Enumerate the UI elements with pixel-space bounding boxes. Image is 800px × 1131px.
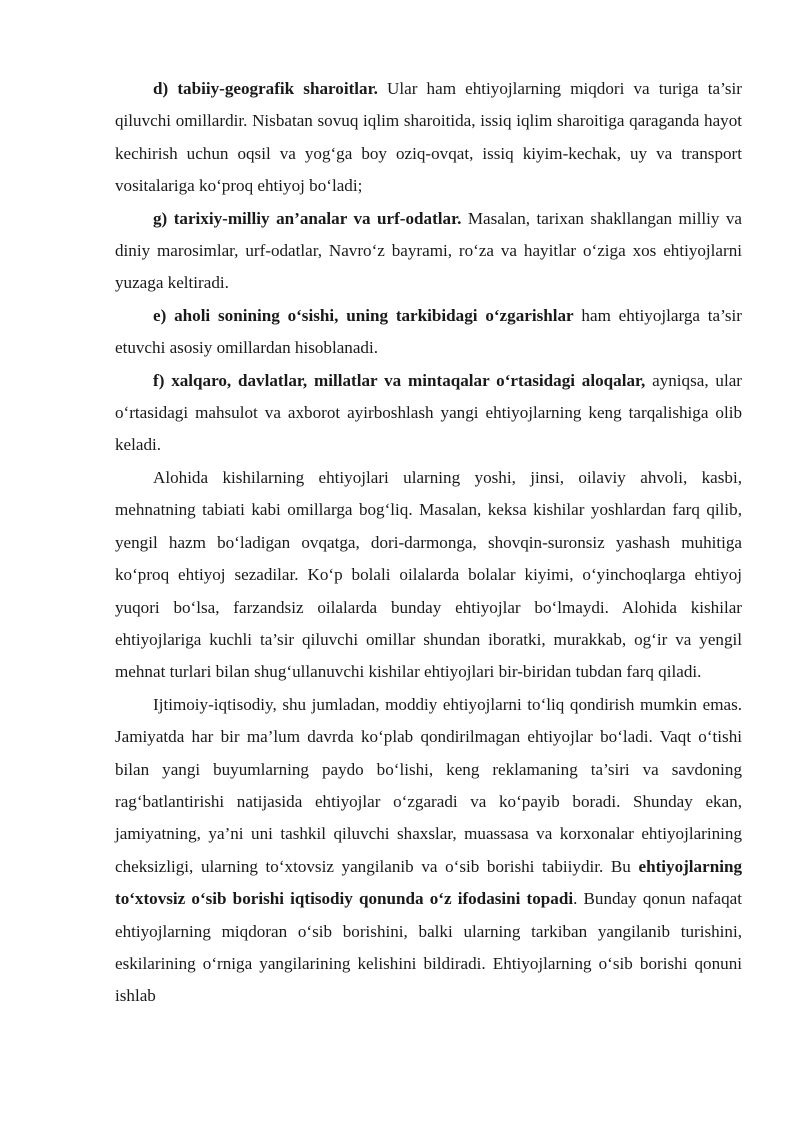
paragraph-international-relations bbox=[115, 365, 742, 462]
paragraph-heading: d) tabiiy-geografik sharoitlar. bbox=[153, 79, 378, 98]
paragraph-body: Alohida kishilarning ehtiyojlari ularning yoshi, jinsi, oilaviy ahvoli, kasbi, mehnatning tabiati kabi omillarga bog‘liq. Masalan, keksa kishilar yoshlardan farq qilib, yengil hazm bo‘ladigan ovqatga, dori-darmonga, shovqin-suronsiz yashash muhitiga ko‘proq ehtiyoj sezadilar. Ko‘p bolali oilalarda bolalar kiyimi, o‘yinchoqlarga ehtiyoj yuqori bo‘lsa, farzandsiz oilalarda bunday ehtiyojlar bo‘lmaydi. Alohida kishilar ehtiyojlariga kuchli ta’sir qiluvchi omillar shundan iboratki, murakkab, og‘ir va yengil mehnat turlari bilan shug‘ullanuvchi kishilar ehtiyojlari bir-biridan tubdan farq qiladi. bbox=[115, 467, 742, 682]
paragraph-body: ayniqsa, ular o‘rtasidagi mahsulot va axborot ayirboshlash yangi ehtiyojlarning keng tarqalishiga olib keladi. bbox=[115, 370, 742, 455]
paragraph-heading: e) aholi sonining o‘sishi, uning tarkibidagi o‘zgarishlar bbox=[153, 305, 574, 325]
paragraph-emphasis: ehtiyojlarning to‘xtovsiz o‘sib borishi iqtisodiy qonunda o‘z ifodasini topadi bbox=[115, 856, 742, 909]
paragraph-heading: g) tarixiy-milliy an’analar va urf-odatlar. bbox=[153, 208, 462, 228]
paragraph-historical-traditions bbox=[115, 203, 742, 300]
paragraph-body: Ular ham ehtiyojlarning miqdori va turiga ta’sir qiluvchi omillardir. Nisbatan sovuq iqlim sharoitida, issiq iqlim sharoitiga qaraganda hayot kechirish uchun oqsil va yog‘ga boy oziq-ovqat, issiq kiyim-kechak, uy va transport vositalariga ko‘proq ehtiyoj bo‘ladi; bbox=[115, 79, 742, 196]
paragraph-heading: f) xalqaro, davlatlar, millatlar va mintaqalar o‘rtasidagi aloqalar, bbox=[153, 370, 646, 390]
paragraph-body-start: Ijtimoiy-iqtisodiy, shu jumladan, moddiy ehtiyojlarni to‘liq qondirish mumkin emas. Jamiyatda har bir ma’lum davrda ko‘plab qondirilmagan ehtiyojlar bo‘ladi. Vaqt o‘tishi bilan yangi buyumlarning paydo bo‘lishi, keng reklamaning ta’siri va savdoning rag‘batlantirishi natijasida ehtiyojlar o‘zgaradi va ko‘payib boradi. Shunday ekan, jamiyatning, ya’ni uni tashkil qiluvchi shaxslar, muassasa va korxonalar ehtiyojlarining cheksizligi, ularning to‘xtovsiz yangilanib va o‘sib borishi tabiiydir. Bu bbox=[115, 694, 742, 876]
paragraph-natural-geographic-conditions bbox=[115, 73, 742, 203]
document-page bbox=[115, 73, 742, 1013]
paragraph-body-end: . Bunday qonun nafaqat ehtiyojlarning miqdoran o‘sib borishini, balki ularning tarkiban yangilanib turishini, eskilarining o‘rniga yangilarining kelishini bildiradi. Ehtiyojlarning o‘sib borishi qonuni ishlab bbox=[115, 889, 742, 1006]
paragraph-population-growth bbox=[115, 300, 742, 365]
paragraph-body: Masalan, tarixan shakllangan milliy va diniy marosimlar, urf-odatlar, Navro‘z bayrami, ro‘za va hayitlar o‘ziga xos ehtiyojlarni yuzaga keltiradi. bbox=[115, 208, 742, 293]
paragraph-body: ham ehtiyojlarga ta’sir etuvchi asosiy omillardan hisoblanadi. bbox=[115, 305, 742, 358]
paragraph-individual-needs bbox=[115, 462, 742, 689]
paragraph-law-of-rising-needs bbox=[115, 689, 742, 1013]
